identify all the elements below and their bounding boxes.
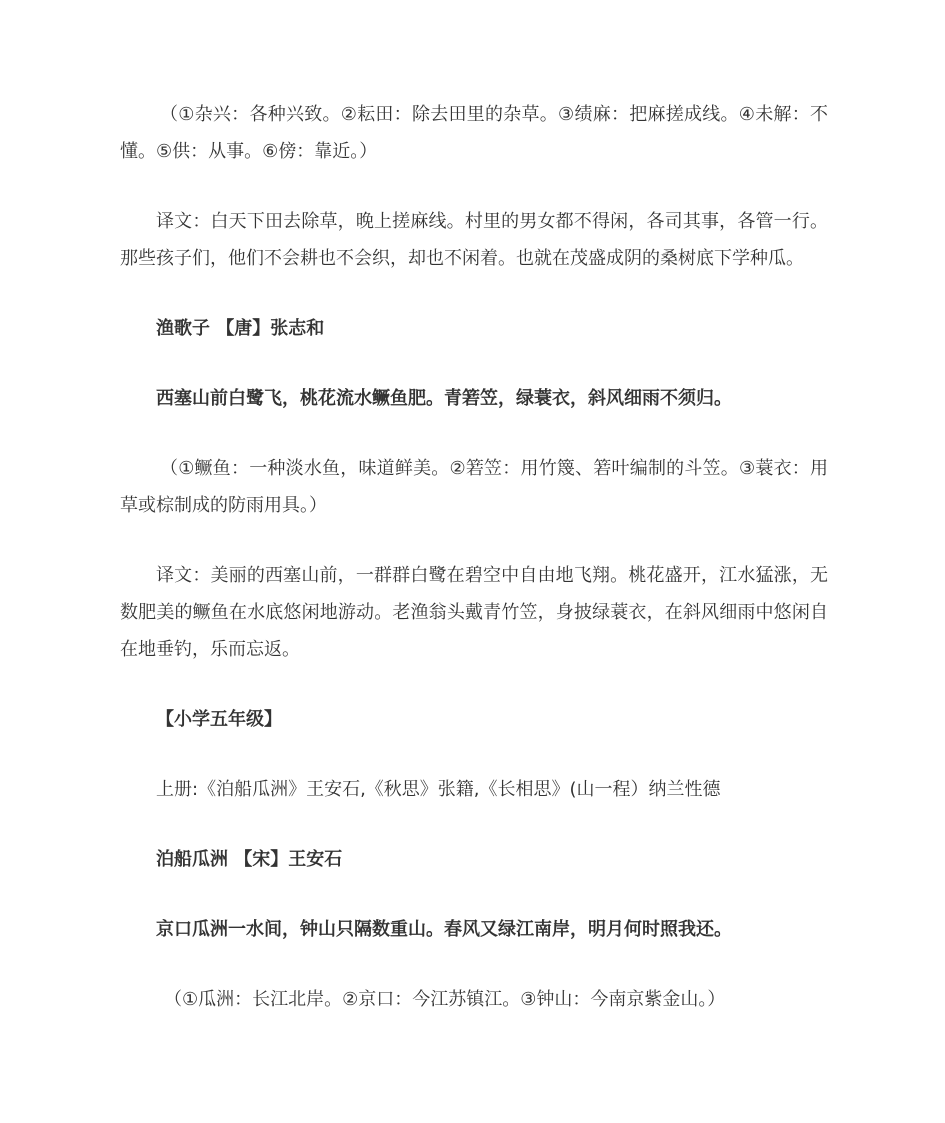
poem-title-yugezi: 渔歌子 【唐】张志和 <box>156 318 325 339</box>
section-heading-grade5: 【小学五年级】 <box>156 709 282 730</box>
translation-paragraph-1: 译文：白天下田去除草，晚上搓麻线。村里的男女都不得闲，各司其事，各管一行。那些孩子们，他们不会耕也不会织，却也不闲着。也就在茂盛成阴的桑树底下学种瓜。 <box>120 211 828 269</box>
poem-text-bochuanguazhou: 京口瓜洲一水间，钟山只隔数重山。春风又绿江南岸，明月何时照我还。 <box>156 919 732 940</box>
poem-title-bochuanguazhou: 泊船瓜洲 【宋】王安石 <box>156 849 343 870</box>
document-page <box>120 96 828 1051</box>
note-paragraph-3: （①瓜洲：长江北岸。②京口：今江苏镇江。③钟山：今南京紫金山。） <box>164 989 726 1010</box>
note-paragraph-2: （①鳜鱼：一种淡水鱼，味道鲜美。②箬笠：用竹篾、箬叶编制的斗笠。③蓑衣：用草或棕制成的防雨用具。） <box>120 458 828 516</box>
translation-paragraph-2: 译文：美丽的西塞山前，一群群白鹭在碧空中自由地飞翔。桃花盛开，江水猛涨，无数肥美的鳜鱼在水底悠闲地游动。老渔翁头戴青竹笠，身披绿蓑衣，在斜风细雨中悠闲自在地垂钓，乐而忘返。 <box>120 565 828 660</box>
poem-text-yugezi: 西塞山前白鹭飞，桃花流水鳜鱼肥。青箬笠，绿蓑衣，斜风细雨不须归。 <box>156 388 732 409</box>
volume-list: 上册:《泊船瓜洲》王安石,《秋思》张籍,《长相思》(山一程）纳兰性德 <box>156 779 721 800</box>
note-paragraph-1: （①杂兴：各种兴致。②耘田：除去田里的杂草。③绩麻：把麻搓成线。④未解：不懂。⑤供：从事。⑥傍：靠近。） <box>120 104 828 162</box>
